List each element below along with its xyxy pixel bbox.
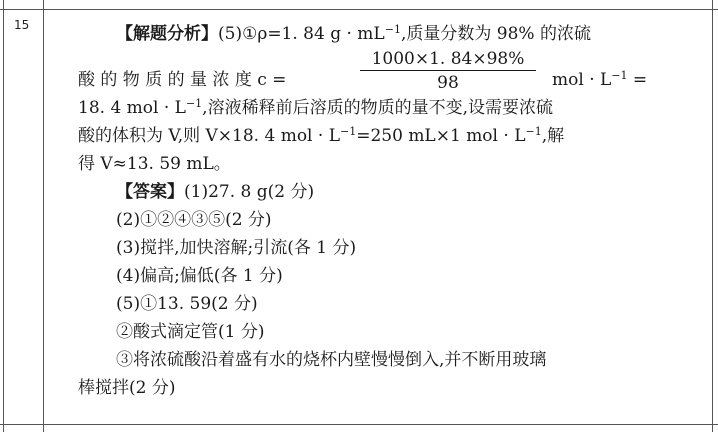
answer-line-5 — [78, 290, 698, 318]
exponent: −1 — [185, 97, 203, 110]
answer-label: 【答案】 — [116, 182, 184, 202]
question-number: 15 — [14, 18, 30, 32]
answer-line-4 — [78, 262, 698, 290]
table-bottom-border — [0, 424, 718, 425]
answer-line-3 — [78, 234, 698, 262]
answer-item: (3)搅拌,加快溶解;引流(各 1 分) — [116, 238, 357, 258]
answer-item: (1)27. 8 g(2 分) — [184, 182, 315, 202]
answer-item: ②酸式滴定管(1 分) — [116, 322, 265, 342]
answer-item: ③将浓硫酸沿着盛有水的烧杯内壁慢慢倒入,并不断用玻璃 — [116, 350, 547, 370]
answer-line-7 — [78, 346, 698, 374]
analysis-text-2b — [552, 66, 647, 94]
table-right-border — [712, 0, 713, 432]
analysis-text-3b: ,溶液稀释前后溶质的物质的量不变,设需要浓硫 — [202, 98, 553, 118]
solution-body — [78, 20, 698, 402]
answer-item: (4)偏高;偏低(各 1 分) — [116, 266, 283, 286]
exponent: −1 — [611, 69, 628, 82]
answer-item: 棒搅拌(2 分) — [78, 378, 176, 398]
analysis-text-3a: 18. 4 mol · L — [78, 98, 186, 118]
analysis-text-2a: 酸 的 物 质 的 量 浓 度 c = — [78, 70, 287, 90]
analysis-line-5 — [78, 150, 698, 178]
table-left-border — [3, 0, 4, 432]
analysis-label: 【解题分析】 — [116, 24, 218, 44]
answer-item: (2)①②④③⑤(2 分) — [116, 210, 272, 230]
exponent: −1 — [384, 23, 401, 36]
equals-sign: = — [627, 70, 648, 90]
fraction-denominator: 98 — [437, 73, 459, 93]
answer-line-8 — [78, 374, 698, 402]
table-column-divider — [43, 0, 44, 432]
analysis-line-3 — [78, 94, 698, 122]
analysis-line-4 — [78, 122, 698, 150]
exponent: −1 — [525, 125, 542, 138]
answer-line-6 — [78, 318, 698, 346]
answer-item: (5)①13. 59(2 分) — [116, 294, 258, 314]
fraction-numerator: 1000×1. 84×98% — [360, 48, 536, 71]
analysis-text-4c: ,解 — [541, 126, 565, 146]
analysis-text-4b: =250 mL×1 mol · L — [356, 126, 526, 146]
table-top-border — [0, 9, 718, 10]
analysis-text-5: 得 V≈13. 59 mL。 — [78, 154, 231, 174]
analysis-text-1b: ,质量分数为 98% 的浓硫 — [400, 24, 591, 44]
unit-text: mol · L — [552, 70, 612, 90]
analysis-text-4a: 酸的体积为 V,则 V×18. 4 mol · L — [78, 126, 340, 146]
analysis-line-1 — [78, 20, 698, 48]
answer-line-2 — [78, 206, 698, 234]
concentration-fraction — [360, 48, 536, 93]
analysis-text-1a: (5)①ρ=1. 84 g · mL — [218, 24, 385, 44]
exponent: −1 — [340, 125, 357, 138]
answer-line-1 — [78, 178, 698, 206]
analysis-line-2 — [78, 48, 698, 94]
